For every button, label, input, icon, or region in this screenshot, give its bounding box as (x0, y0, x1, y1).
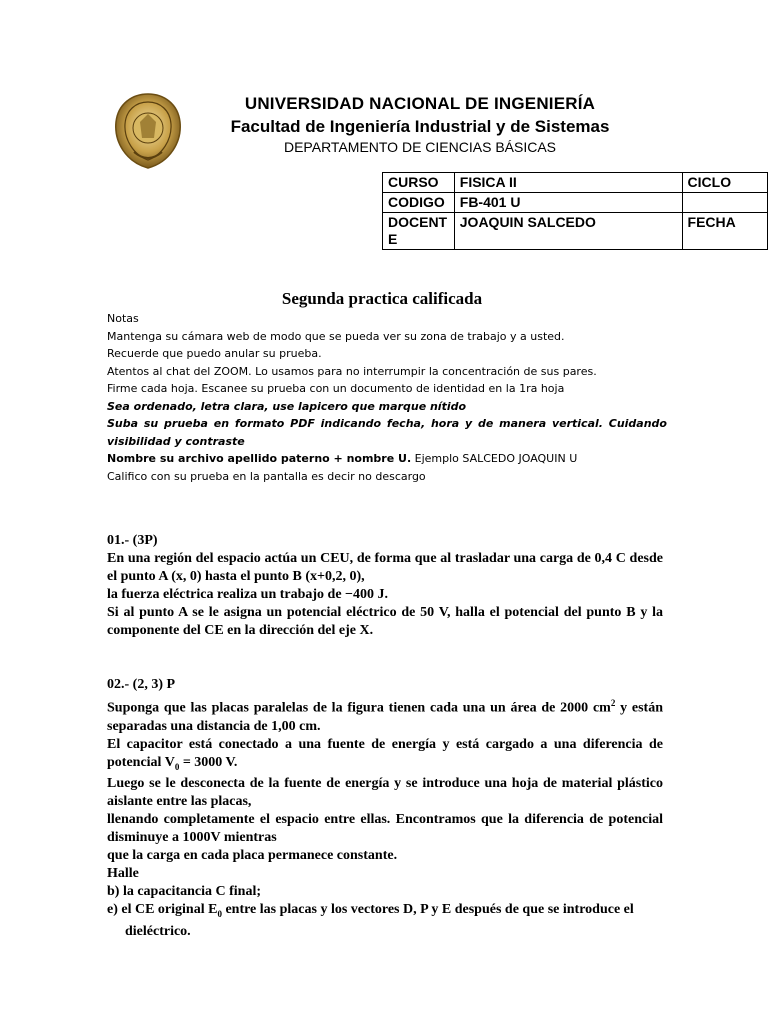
question-number: 01.- (3P) (107, 533, 158, 548)
notes-heading: Notas (107, 312, 139, 325)
code-label: CODIGO (383, 193, 455, 213)
note-line: Recuerde que puedo anular su prueba. (107, 347, 322, 360)
text-span: e) el CE original E (107, 902, 218, 918)
question-text: Luego se le desconecta de la fuente de energía y se introduce una hoja de material plástico aislante entre las placas, (107, 776, 663, 810)
question-text: En una región del espacio actúa un CEU, de forma que al trasladar una carga de 0,4 C desde el punto A (x, 0) hasta el punto B (x+0,2, 0), (107, 551, 663, 584)
note-line (107, 450, 667, 468)
note-line: Mantenga su cámara web de modo que se pueda ver su zona de trabajo y a usted. (107, 329, 565, 343)
course-info-table (382, 172, 768, 250)
text-span: = 3000 V. (179, 754, 238, 770)
question-number: 02.- (2, 3) P (107, 677, 176, 692)
question-text: Si al punto A se le asigna un potencial eléctrico de 50 V, halla el potencial del punto B y la componente del CE en la dirección del eje X. (107, 605, 663, 638)
subscript: 0 (217, 909, 222, 920)
note-line: Sea ordenado, letra clara, use lapicero que marque nítido (107, 399, 467, 413)
course-label: CURSO (383, 173, 455, 193)
empty-cell (682, 193, 767, 213)
date-label: FECHA (682, 213, 767, 250)
university-seal-logo (112, 92, 184, 170)
note-line: Suba su prueba en formato PDF indicando fecha, hora y de manera vertical. Cuidando visibilidad y contraste (107, 417, 667, 448)
question-text (107, 694, 663, 736)
note-bold-text: Nombre su archivo apellido paterno + nombre U. (107, 452, 412, 465)
course-value: FISICA II (454, 173, 682, 193)
text-span: entre las placas y los vectores D, P y E después de que se introduce el dieléctrico. (125, 902, 634, 940)
teacher-value: JOAQUIN SALCEDO (454, 213, 682, 250)
notes-section (107, 310, 667, 485)
text-span: El capacitor está conectado a una fuente de energía y está cargado a una diferencia de potencial V (107, 736, 663, 770)
code-value: FB-401 U (454, 193, 682, 213)
question-item: b) la capacitancia C final; (107, 884, 261, 900)
superscript: 2 (610, 698, 616, 708)
university-name: UNIVERSIDAD NACIONAL DE INGENIERÍA (244, 94, 596, 113)
note-text: Ejemplo SALCEDO JOAQUIN U (411, 452, 578, 465)
question-text: llenando completamente el espacio entre ellas. Encontramos que la diferencia de potencial disminuye a 1000V mientras (107, 812, 663, 846)
teacher-label: DOCENTE (383, 213, 455, 250)
question-text: la fuerza eléctrica realiza un trabajo de −400 J. (107, 587, 389, 602)
department-name: DEPARTAMENTO DE CIENCIAS BÁSICAS (283, 139, 557, 155)
question-text: que la carga en cada placa permanece constante. (107, 848, 398, 864)
table-row (383, 213, 768, 250)
note-line: Atentos al chat del ZOOM. Lo usamos para no interrumpir la concentración de sus pares. (107, 364, 597, 378)
question-2 (107, 676, 663, 941)
note-line: Firme cada hoja. Escanee su prueba con un documento de identidad en la 1ra hoja (107, 382, 565, 395)
note-line: Califico con su prueba en la pantalla es decir no descargo (107, 469, 426, 483)
question-item (107, 901, 663, 941)
question-1 (107, 532, 663, 640)
subscript: 0 (174, 761, 180, 772)
table-row (383, 173, 768, 193)
table-row (383, 193, 768, 213)
question-text: Halle (107, 866, 139, 882)
exam-title: Segunda practica calificada (281, 289, 483, 308)
text-span: y están separadas una distancia de 1,00 cm. (107, 700, 663, 734)
cycle-label: CICLO (682, 173, 767, 193)
faculty-name: Facultad de Ingeniería Industrial y de Sistemas (230, 117, 610, 136)
text-span: Suponga que las placas paralelas de la figura tienen cada una un área de 2000 cm (107, 700, 611, 716)
question-text (107, 736, 663, 776)
